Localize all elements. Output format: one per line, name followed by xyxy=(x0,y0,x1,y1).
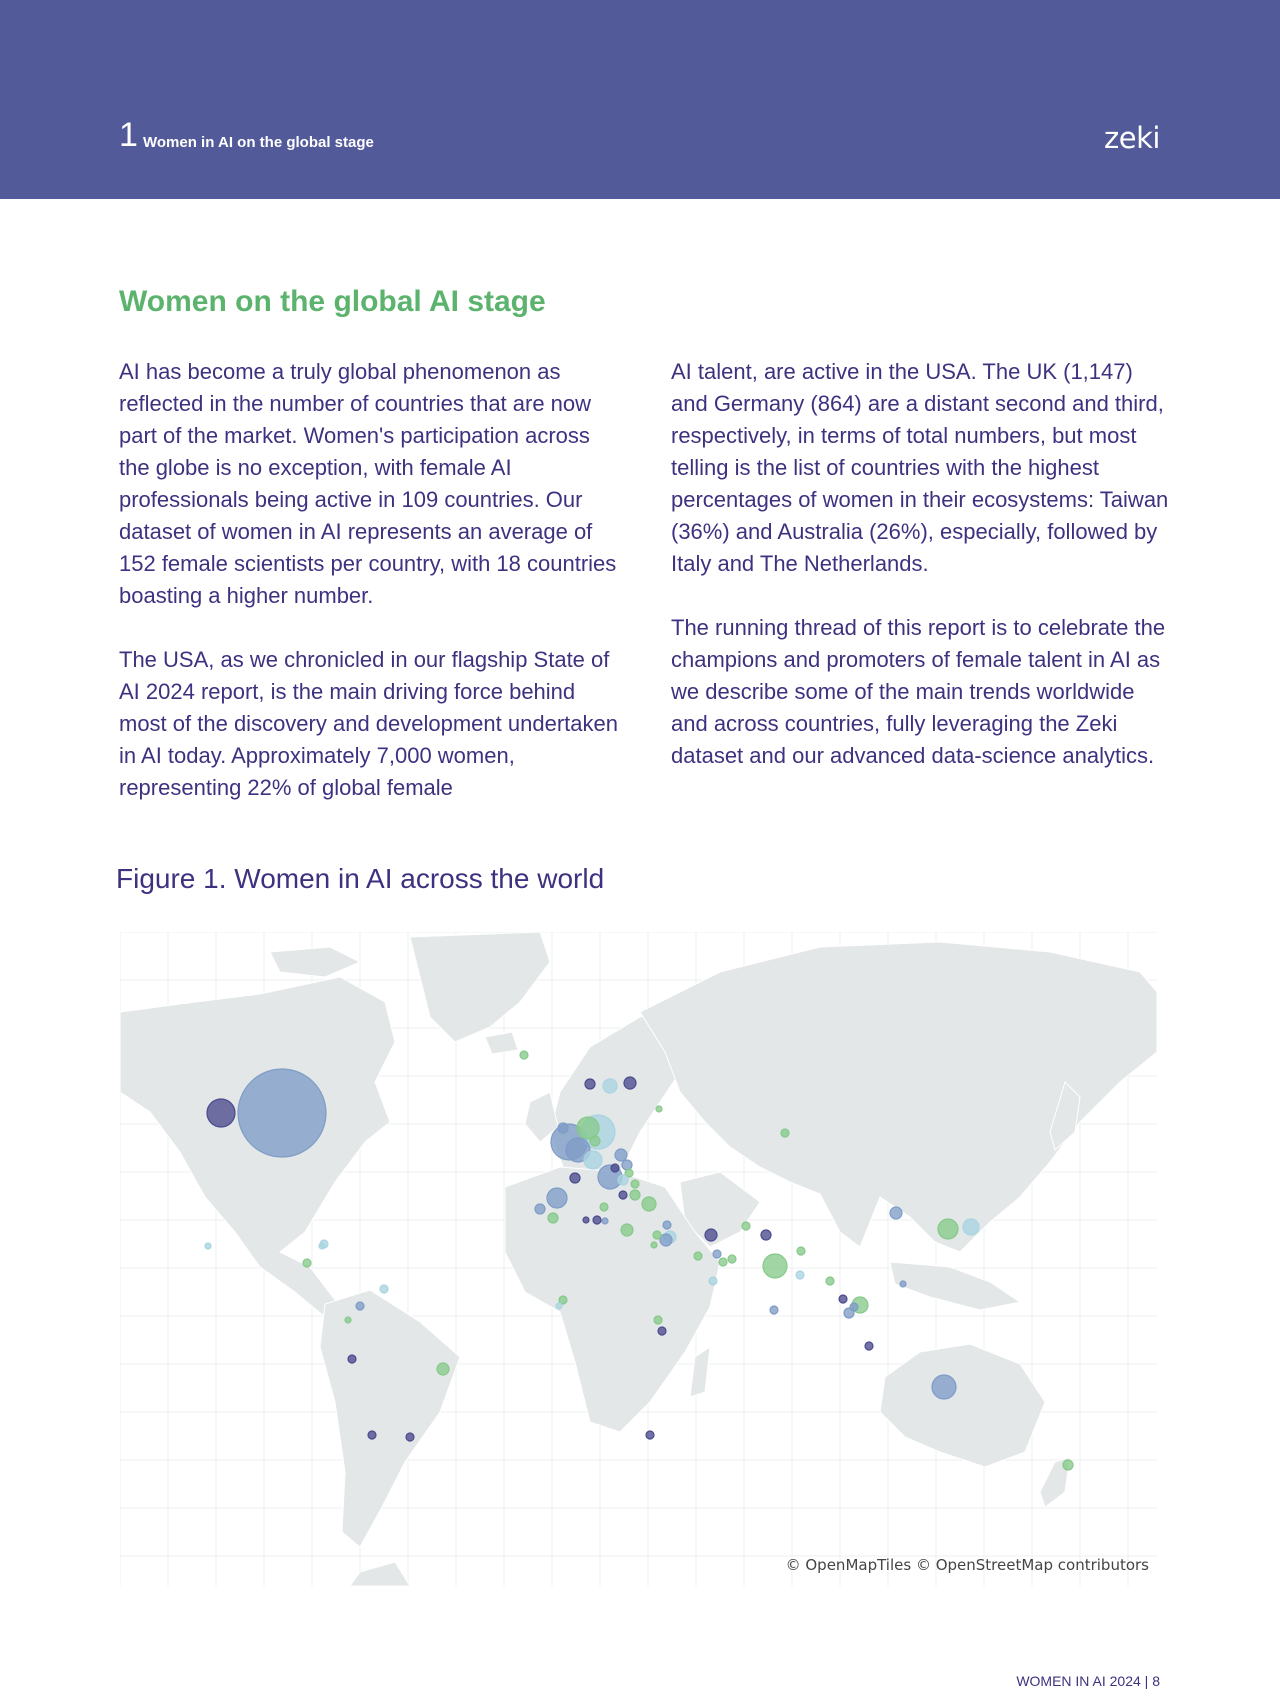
page-heading: Women on the global AI stage xyxy=(119,285,546,318)
section-title: Women in AI on the global stage xyxy=(143,134,374,151)
zeki-logo: zeki xyxy=(1104,121,1160,155)
world-map xyxy=(120,932,1157,1586)
paragraph: The USA, as we chronicled in our flagship State of AI 2024 report, is the main driving force behind most of the discovery and development undertaken in AI today. Approximately 7,000 women, representing 22% of global female xyxy=(119,647,618,800)
figure-caption: Figure 1. Women in AI across the world xyxy=(116,863,605,894)
left-column xyxy=(119,356,624,836)
right-column xyxy=(671,356,1171,804)
page-header xyxy=(0,0,1280,199)
page-footer: WOMEN IN AI 2024 | 8 xyxy=(1016,1673,1160,1689)
paragraph: AI talent, are active in the USA. The UK (1,147) and Germany (864) are a distant second and third, respectively, in terms of total numbers, but most telling is the list of countries with the highest percentages of women in their ecosystems: Taiwan (36%) and Australia (26%), especially, followed by Italy and The Netherlands. xyxy=(671,359,1169,576)
world-map-figure xyxy=(120,932,1157,1586)
paragraph: AI has become a truly global phenomenon as reflected in the number of countries that are now part of the market. Women's participation across the globe is no exception, with female AI professionals being active in 109 countries. Our dataset of women in AI represents an average of 152 female scientists per country, with 18 countries boasting a higher number. xyxy=(119,359,617,608)
map-attribution: © OpenMapTiles © OpenStreetMap contributors xyxy=(785,1556,1149,1574)
paragraph: The running thread of this report is to celebrate the champions and promoters of female talent in AI as we describe some of the main trends worldwide and across countries, fully leveraging the Zeki dataset and our advanced data-science analytics. xyxy=(671,615,1166,768)
section-number: 1 xyxy=(119,116,138,154)
